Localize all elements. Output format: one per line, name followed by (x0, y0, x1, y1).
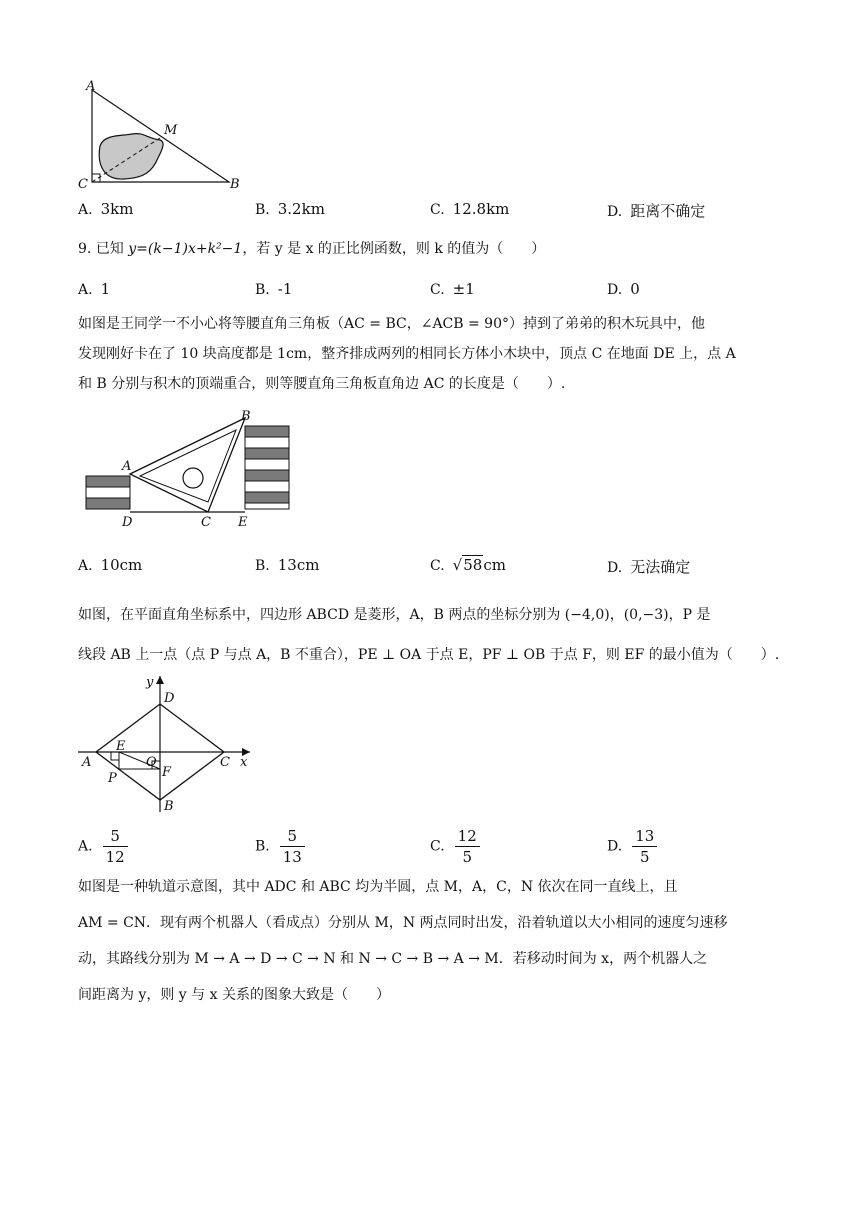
label-B: B (164, 799, 174, 814)
label-M: M (164, 123, 178, 138)
q11-option-d[interactable]: D. $\frac{13}{5}$ (607, 826, 657, 867)
block-right-2 (245, 437, 289, 448)
q11-stem: 如图，在平面直角坐标系中，四边形 ABCD 是菱形，A，B 两点的坐标分别为 (−4,0)，(0,−3)，P 是 线段 AB 上一点（点 P 与点 A，B 不重合），PE ⊥ OA 于点 E，PF ⊥ OB 于点 F，则 EF 的最小值为（ ）. (78, 607, 780, 663)
label-A: A (122, 459, 132, 474)
label-B: B (241, 409, 251, 424)
q11-figure (74, 672, 254, 818)
q12-stem: 如图是一种轨道示意图，其中 ADC 和 ABC 均为半圆，点 M，A，C，N 依次在同一直线上，且 AM = CN．现有两个机器人（看成点）分别从 M，N 两点同时出发，沿着轨道以大小相同的速度匀速移 动，其路线分别为 M → A → D → C → N 和 N → C → B → A → M．若移动时间为 x，两个机器人之 间距离为 y，则 y 与 x 关系的图象大致是（ ） (78, 879, 728, 1003)
set-square (130, 418, 245, 512)
block-right-5 (245, 470, 289, 481)
label-C: C (220, 755, 230, 770)
label-A: A (86, 79, 96, 94)
q8-figure (74, 78, 254, 192)
fraction: $\frac{12}{5}$ (455, 826, 480, 867)
label-E: E (238, 515, 248, 530)
block-left-1 (86, 476, 130, 487)
label-y: y (146, 675, 154, 690)
q8-option-c[interactable]: C. 12.8km (430, 200, 510, 218)
q10-option-b[interactable]: B. 13cm (255, 556, 320, 574)
lake-shape (99, 134, 163, 179)
block-right-7 (245, 492, 289, 503)
sqrt-symbol: √58 (452, 556, 483, 574)
fraction: $\frac{5}{13}$ (280, 826, 305, 867)
y-axis-arrow (156, 676, 164, 684)
q10-option-d[interactable]: D. 无法确定 (607, 558, 691, 576)
label-D: D (164, 691, 175, 706)
label-P: P (108, 771, 117, 786)
q11-option-a[interactable]: A. $\frac{5}{12}$ (78, 826, 128, 867)
q10-figure (78, 408, 298, 532)
q10-option-c[interactable]: C. √58cm (430, 556, 506, 574)
label-A: A (82, 755, 92, 770)
q9-option-b[interactable]: B. -1 (255, 280, 293, 298)
q8-option-a[interactable]: A. 3km (78, 200, 134, 218)
q11-option-c[interactable]: C. $\frac{12}{5}$ (430, 826, 480, 867)
block-left-2 (86, 487, 130, 498)
label-x: x (240, 755, 248, 770)
fraction: $\frac{13}{5}$ (632, 826, 657, 867)
q9-formula: y=(k−1)x+k²−1 (128, 241, 243, 257)
block-left-3 (86, 498, 130, 509)
set-square-inner (140, 430, 236, 502)
q8-option-b[interactable]: B. 3.2km (255, 200, 325, 218)
fraction: $\frac{5}{12}$ (103, 826, 128, 867)
block-right-6 (245, 481, 289, 492)
q10-option-a[interactable]: A. 10cm (78, 556, 143, 574)
label-O: O (146, 755, 157, 770)
block-right-3 (245, 448, 289, 459)
label-C: C (201, 515, 211, 530)
label-B: B (230, 177, 240, 192)
label-C: C (78, 177, 88, 192)
q10-stem: 如图是王同学一不小心将等腰直角三角板（AC = BC，∠ACB = 90°）掉到了弟弟的积木玩具中，他 发现刚好卡在了 10 块高度都是 1cm，整齐排成两列的相同长方体小木块中，顶点 C 在地面 DE 上，点 A 和 B 分别与积木的顶端重合，则等腰直角三角板直角边 AC 的长度是（ ）. (78, 316, 736, 392)
label-E: E (116, 739, 126, 754)
q8-option-d[interactable]: D. 距离不确定 (607, 202, 706, 220)
set-square-hole (183, 468, 203, 488)
q9-option-c[interactable]: C. ±1 (430, 280, 475, 298)
block-right-4 (245, 459, 289, 470)
q9-option-d[interactable]: D. 0 (607, 280, 640, 298)
label-F: F (162, 765, 172, 780)
q9-stem: 9. 已知 y=(k−1)x+k²−1，若 y 是 x 的正比例函数，则 k 的值为（ ） (78, 241, 546, 257)
q9-option-a[interactable]: A. 1 (78, 280, 111, 298)
block-right-8 (245, 503, 289, 509)
q11-option-b[interactable]: B. $\frac{5}{13}$ (255, 826, 305, 867)
label-D: D (122, 515, 133, 530)
block-right-1 (245, 426, 289, 437)
